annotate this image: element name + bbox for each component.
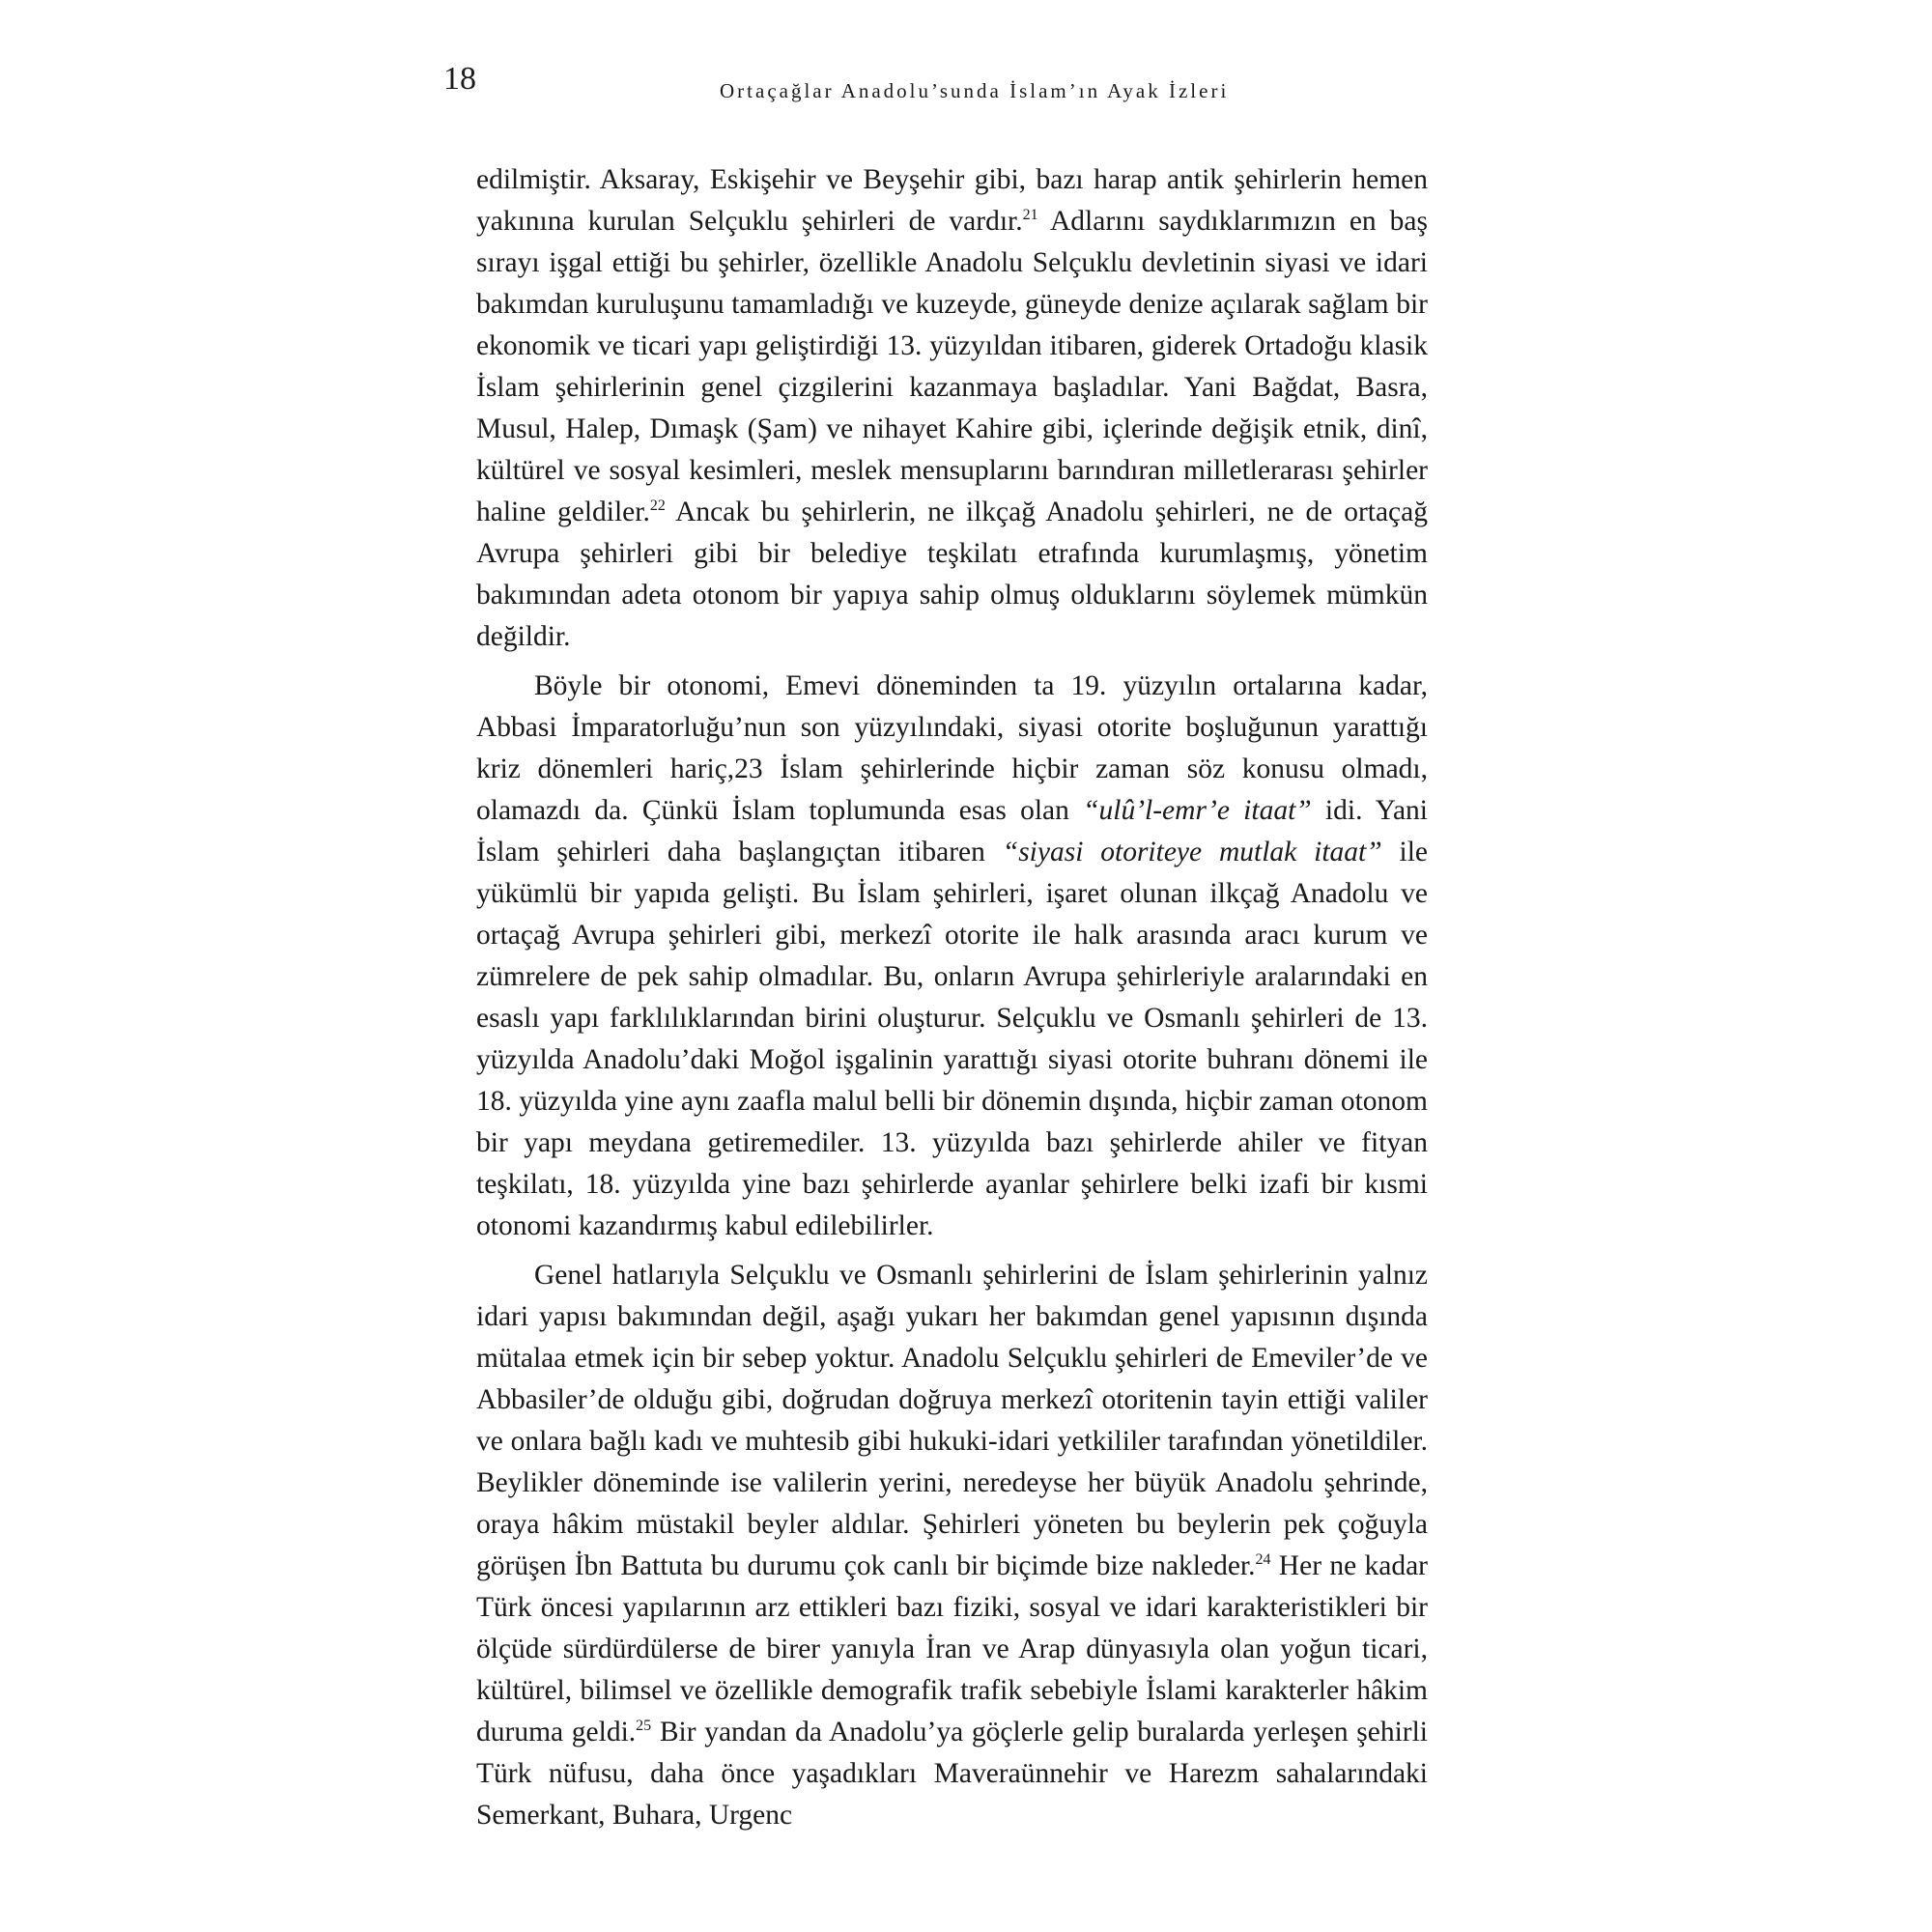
text-run: Her ne kadar Türk öncesi yapılarının arz ettikleri bazı fiziki, sosyal ve idari karakteristikleri bir ölçüde sürdürdülerse de birer yanıyla İran ve Arap dünyasıyla olan yoğun ticari, kültürel, bilimsel ve özellikle demografik trafik sebebiyle İslami karakterler hâkim duruma geldi. xyxy=(476,1550,1429,1747)
footnote-ref-25: 25 xyxy=(636,1718,652,1734)
text-run: Bir yandan da Anadolu’ya göçlerle gelip buralarda yerleşen şehirli Türk nüfusu, daha önce yaşadıkları Maveraünnehir ve Harezm sahalarındaki Semerkant, Buhara, Urgenc xyxy=(476,1717,1428,1831)
text-run: ile yükümlü bir yapıda gelişti. Bu İslam şehirleri, işaret olunan ilkçağ Anadolu ve ortaçağ Avrupa şehirleri gibi, merkezî otorite ile halk arasında aracı kurum ve zümrelere de pek sahip olmadılar. Bu, onların Avrupa şehirleriyle aralarındaki en esaslı yapı farklılıklarından birini oluşturur. Selçuklu ve Osmanlı şehirleri de 13. yüzyılda Anadolu’daki Moğol işgalinin yarattığı siyasi otorite buhranı dönemi ile 18. yüzyılda yine aynı zaafla malul belli bir dönemin dışında, hiçbir zaman otonom bir yapı meydana getiremediler. 13. yüzyılda bazı şehirlerde ahiler ve fityan teşkilatı, 18. yüzyılda yine bazı şehirlerde ayanlar şehirlere belki izafi bir kısmi otonomi kazandırmış kabul edilebilirler. xyxy=(476,837,1428,1241)
text-run: idi. Yani İslam şehirleri daha başlangıçtan itibaren xyxy=(476,795,1428,867)
text-run: edilmiştir. Aksaray, Eskişehir ve Beyşehir gibi, bazı harap antik şehirlerin hemen yakınına kurulan Selçuklu şehirleri de vardır. xyxy=(476,164,1428,237)
italic-quote: “ulû’l-emr’e itaat” xyxy=(1083,795,1312,826)
footnote-ref-21: 21 xyxy=(1022,207,1038,223)
text-run: Böyle bir otonomi, Emevi döneminden ta 19. yüzyılın ortalarına kadar, Abbasi İmparatorluğu’nun son yüzyılındaki, siyasi otorite boşluğunun yarattığı kriz dönemleri hariç,23 İslam şehirlerinde hiçbir zaman söz konusu olmadı, olamazdı da. Çünkü İslam toplumunda esas olan xyxy=(476,670,1428,826)
text-run: Adlarını saydıklarımızın en baş sırayı işgal ettiği bu şehirler, özellikle Anadolu Selçuklu devletinin siyasi ve idari bakımdan kuruluşunu tamamladığı ve kuzeyde, güneyde denize açılarak sağlam bir ekonomik ve ticari yapı geliştirdiği 13. yüzyıldan itibaren, giderek Ortadoğu klasik İslam şehirlerinin genel çizgilerini kazanmaya başladılar. Yani Bağdat, Basra, Musul, Halep, Dımaşk (Şam) ve nihayet Kahire gibi, içlerinde değişik etnik, dinî, kültürel ve sosyal kesimleri, meslek mensuplarını barındıran milletlerarası şehirler haline geldiler. xyxy=(476,206,1428,527)
running-header-title: Ortaçağlar Anadolu’sunda İslam’ın Ayak İzleri xyxy=(720,79,1230,102)
footnote-ref-22: 22 xyxy=(649,497,666,514)
paragraph-3 xyxy=(476,1255,1428,1836)
text-run: Ancak bu şehirlerin, ne ilkçağ Anadolu şehirleri, ne de ortaçağ Avrupa şehirleri gibi bir belediye teşkilatı etrafında kurumlaşmış, yönetim bakımından adeta otonom bir yapıya sahip olmuş olduklarını söylemek mümkün değildir. xyxy=(476,497,1428,652)
page-number: 18 xyxy=(443,61,476,97)
body-text xyxy=(476,159,1428,1836)
italic-quote: “siyasi otoriteye mutlak itaat” xyxy=(1002,837,1382,867)
paragraph-2 xyxy=(476,666,1428,1247)
paragraph-1 xyxy=(476,159,1428,658)
footnote-ref-24: 24 xyxy=(1255,1551,1271,1568)
text-run: Genel hatlarıyla Selçuklu ve Osmanlı şehirlerini de İslam şehirlerinin yalnız idari yapısı bakımından değil, aşağı yukarı her bakımdan genel yapısının dışında mütalaa etmek için bir sebep yoktur. Anadolu Selçuklu şehirleri de Emeviler’de ve Abbasiler’de olduğu gibi, doğrudan doğruya merkezî otoritenin tayin ettiği valiler ve onlara bağlı kadı ve muhtesib gibi hukuki-idari yetkililer tarafından yönetildiler. Beylikler döneminde ise valilerin yerini, neredeyse her büyük Anadolu şehrinde, oraya hâkim müstakil beyler aldılar. Şehirleri yöneten bu beylerin pek çoğuyla görüşen İbn Battuta bu durumu çok canlı bir biçimde bize nakleder. xyxy=(476,1260,1428,1581)
